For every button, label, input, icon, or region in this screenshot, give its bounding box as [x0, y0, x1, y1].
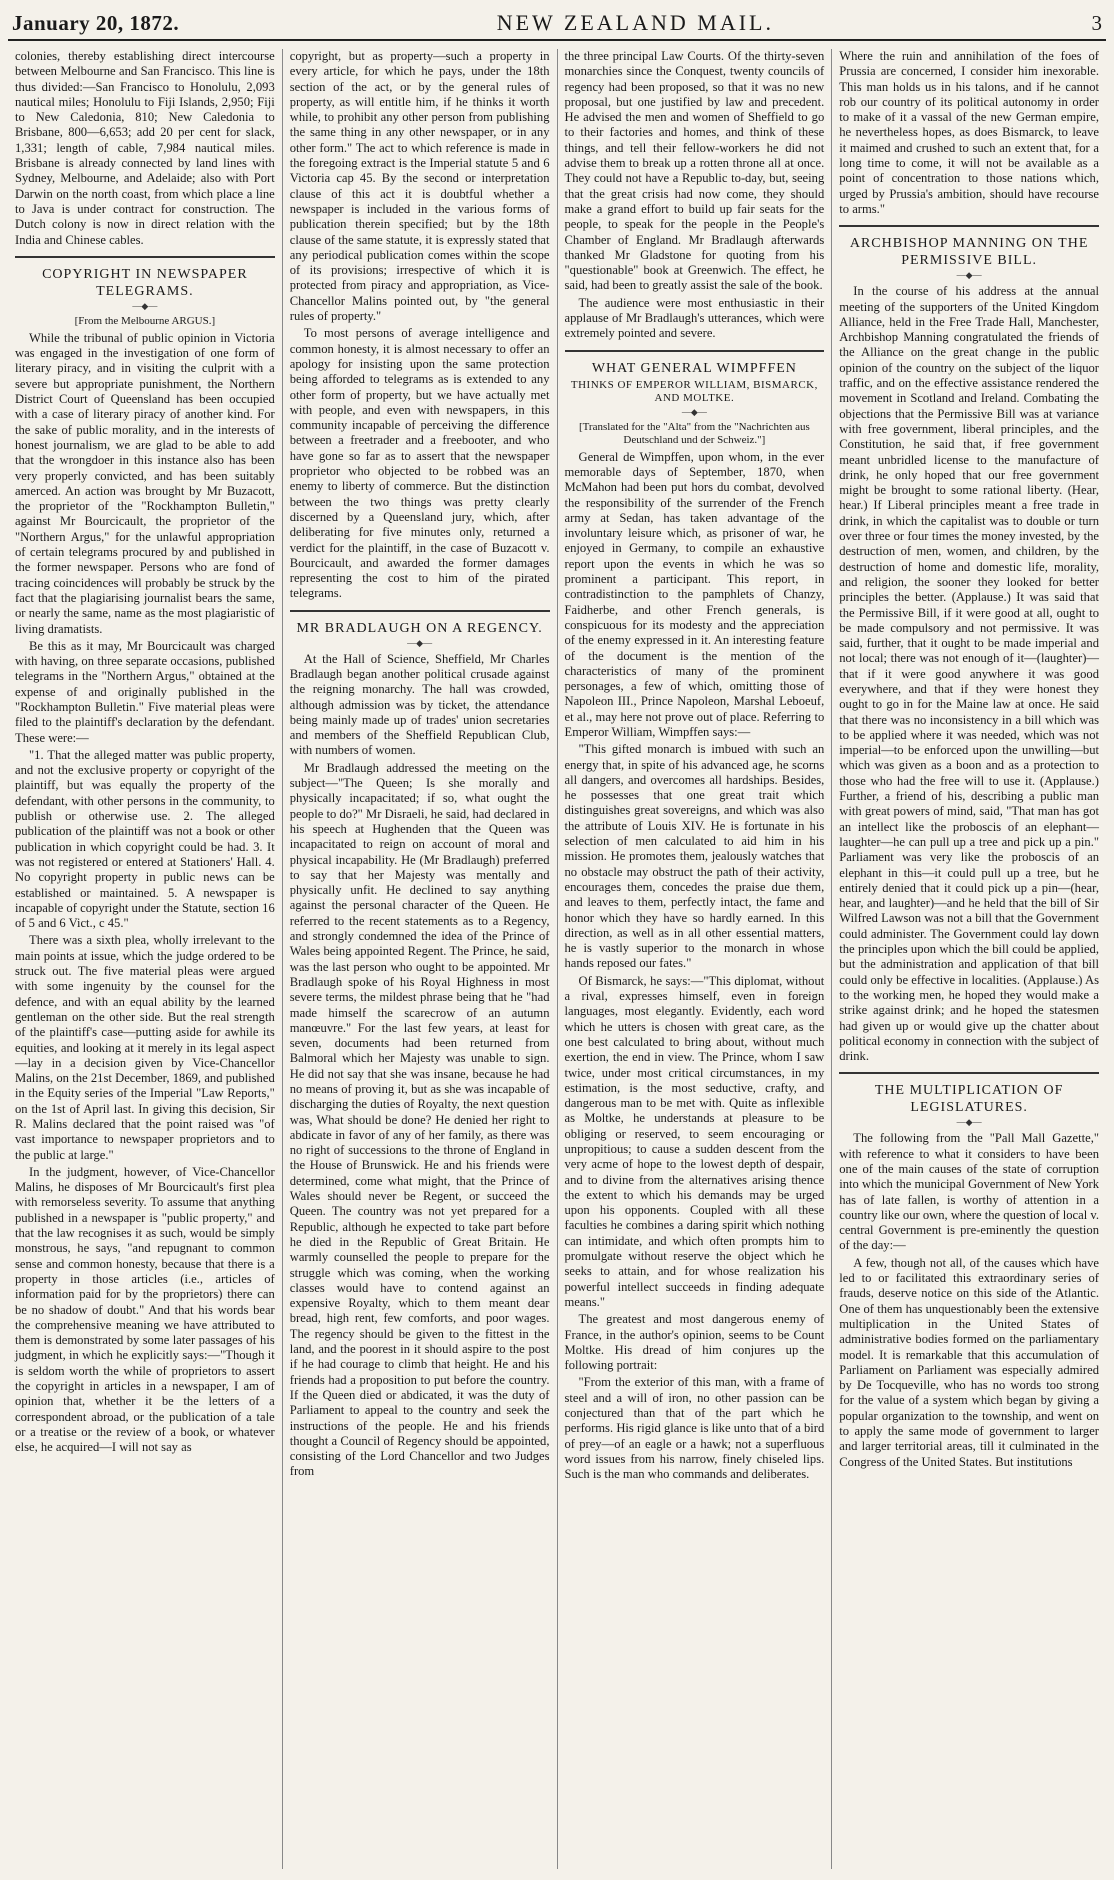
- article-subheadline: THINKS OF EMPEROR WILLIAM, BISMARCK, AND MOLTKE.: [570, 378, 818, 404]
- article-paragraph: Where the ruin and annihilation of the foes of Prussia are concerned, I consider him inexorable. This man holds us in his talons, and if he cannot rob our country of its political autonomy in order to make of it a vassal of the new German empire, he nevertheless hopes, as does Bismarck, to leave it maimed and crushed to such an extent that, for a long time to come, it will not be available as a point of concentration to those nations which, urged by Prussia's ambition, should have recourse to arms.": [839, 49, 1099, 216]
- issue-date: January 20, 1872.: [12, 11, 180, 35]
- article-paragraph: In the course of his address at the annual meeting of the supporters of the United Kingdom Alliance, held in the Free Trade Hall, Manchester, Archbishop Manning congratulated the friends of the Alliance on the great change in the public opinion of the country on the subject of the liquor traffic, and on the effective assistance rendered the movement in Scotland and Ireland. Combating the objections that the Permissive Bill was at variance with free government, liberal principles, and the Constitution, he said that, if free government meant unbridled license to the manufacture of drink, he only hoped that our free government might be brought to some rational liberty. (Hear, hear.) If Liberal principles meant a free trade in drink, in which the capitalist was to double or turn over three or four times the money invested, by the destruction of men, women, and children, by the destruction of home and domestic life, morality, and religion, the sooner they looked for better principles the better. (Applause.) It was said that the Permissive Bill, if it were good at all, ought to be made compulsory and not permissive. It was said, further, that it ought to be made imperial and not local; there was not enough of it—(laughter)—that if it were good anywhere it was good everywhere, and that if they were honest they ought to go in for the Maine law at once. He said that there was no inconsistency in a bill which was to be applied where it was needed, which was not imperial—to be enforced upon the unwilling—but which was given as a boon and as a protection to those who had the free will to use it. (Applause.) Further, a friend of his, describing a public man with great powers of mind, said, "That man has got an intellect like the proboscis of an elephant—laughter—he can pull up a tree and pick up a pin." Parliament was very like the proboscis of an elephant in this—it could pull up a tree, but he entirely denied that it could pick up a pin—(hear, hear, and laughter)—and he held that the bill of Sir Wilfred Lawson was not a bill that the Government could administer. The Government could lay down the principles upon which the bill could be applied, but the administration and application of that bill could only be effective in localities. (Applause.) As to the working men, he hoped they would make a strike against drink; and he hoped the statesmen had given up or would give up the chatter about political economy in connection with the subject of drink.: [839, 284, 1099, 1064]
- article-headline-legislatures: THE MULTIPLICATION OF LEGISLATURES.: [839, 1072, 1099, 1116]
- article-source: [From the Melbourne ARGUS.]: [74, 314, 216, 327]
- article-paragraph: While the tribunal of public opinion in Victoria was engaged in the investigation of one form of literary piracy, and in visiting the culprit with a severe but appropriate punishment, the Northern District Court of Queensland has been occupied with a case of literary piracy of another kind. For the sake of public morality, and in the interests of honest journalism, we are glad to be able to add that the wrongdoer in this instance also has been very properly convicted, and has been suitably amerced. An action was brought by Mr Buzacott, the proprietor of the "Rockhampton Bulletin," against Mr Bourcicault, the proprietor of the "Northern Argus," for the unlawful appropriation of certain telegrams procured by and published in the former newspaper. Persons who are fond of tracing coincidences will probably be struck by the fact that the plagiarising journalist bears the same, or nearly the same, name as the most plagiaristic of living dramatists.: [15, 330, 275, 636]
- article-paragraph: General de Wimpffen, upon whom, in the ever memorable days of September, 1870, when McMahon had been put hors du combat, devolved the responsibility of the surrender of the French army at Sedan, has taken advantage of the involuntary leisure which, as prisoner of war, he enjoyed in Germany, to compile an exhaustive report upon the events in which he was so prominent a participant. This report, in contradistinction to the pamphlets of Chanzy, Faidherbe, and other French generals, is conspicuous for its modesty and the appreciation of the enemy expressed in it. An interesting feature of the document is the mention of the characteristics of many of the prominent personages, a few of which, omitting those of Napoleon III., Prince Napoleon, Marshal Leboeuf, et al., may here not prove out of place. Referring to Emperor William, Wimpffen says:—: [564, 449, 825, 739]
- newspaper-title: NEW ZEALAND MAIL.: [496, 10, 774, 35]
- ornament-divider: —◆—: [956, 270, 982, 281]
- article-paragraph: Mr Bradlaugh addressed the meeting on the subject—"The Queen; Is she morally and physically incapacitated; if so, what ought the people to do?" Mr Disraeli, he said, had declared in his speech at Hughenden that the Queen was incapacitated to reign on account of moral and physical incapability. He (Mr Bradlaugh) preferred to say that her Majesty was mentally and physically unfit. He declined to say anything against the personal character of the Queen. He referred to the recent statements as to a Regency, and strongly condemned the idea of the Prince of Wales being appointed Regent. The Prince, he said, was the last person who ought to be appointed. Mr Bradlaugh spoke of his Royal Highness in most severe terms, the mildest phrase being that he "had made himself the scarecrow of an autumn manœuvre." For the last few years, at least for seven, documents had been returned from Balmoral which her Majesty was unable to sign. He did not say that she was insane, because he had no means of proving it, but as she was incapable of discharging the duties of Royalty, the next question was, What should be done? He denied her right to abdicate in favor of any of her family, as there was no right of successions to the throne of England in the House of Brunswick. He and his friends were determined, come what might, that the Prince of Wales should never be Regent, or succeed the Queen. The country was not yet prepared for a Republic, although he expected to take part before he died in the Republic of Great Britain. He warmly counselled the people to prepare for the struggle which was coming, when the working classes would have to contend against an expensive Royalty, which to them meant dear bread, high rent, few comforts, and poor wages. The regency should be given to the fittest in the land, and the poorest in it should aspire to the post if he had courage to climb that height. He and his friends had a proposition to put before the country. If the Queen died or abdicated, it was the duty of Parliament to appeal to the country and seek the instructions of the people. He and his friends thought a Council of Regency should be appointed, consisting of the Lord Chancellor and two Judges from: [289, 760, 550, 1479]
- article-headline-bradlaugh: MR BRADLAUGH ON A REGENCY.: [290, 610, 550, 637]
- article-paragraph: The audience were most enthusiastic in their applause of Mr Bradlaugh's utterances, which were extremely pointed and severe.: [564, 295, 825, 341]
- article-columns: [8, 49, 1106, 1869]
- column-3: [557, 49, 832, 1869]
- article-paragraph: Be this as it may, Mr Bourcicault was charged with having, on three separate occasions, published telegrams in the "Northern Argus," obtained at the expense of and originally published in the "Rockhampton Bulletin." Five material pleas were filed to the plaintiff's declaration by the defendant. These were:—: [15, 638, 275, 745]
- column-4: [831, 49, 1106, 1869]
- article-paragraph: There was a sixth plea, wholly irrelevant to the main points at issue, which the judge ordered to be struck out. The five material pleas were argued with some ingenuity by the counsel for the defence, and with an equal ability by the learned gentleman on the other side. But the real strength of the plaintiff's case—putting aside for awhile its equities, and looking at it merely in its legal aspect—lay in a decision given by Vice-Chancellor Malins, on the 21st December, 1869, and published in the Equity series of the Imperial "Law Reports," on the 1st of April last. In giving this decision, Sir R. Malins declared that the point raised was "of vast importance to newspaper proprietors and to the public at large.": [15, 933, 275, 1162]
- article-paragraph: The greatest and most dangerous enemy of France, in the author's opinion, seems to be Count Moltke. His dread of him conjures up the following portrait:: [564, 1312, 825, 1373]
- page-number: 3: [1091, 11, 1102, 35]
- article-paragraph: A few, though not all, of the causes which have led to or facilitated this extraordinary series of frauds, deserve notice on this side of the Atlantic. One of them has unquestionably been the extensive multiplication in the United States of administrative bodies formed on the parliamentary model. It is remarkable that this accumulation of Parliament on Parliament was especially admired by De Tocqueville, who has no words too strong for the value of a system which began by giving a popular organization to the township, and went on to apply the same mode of government to larger and larger territorial areas, till it culminated in the Congress of the United States. But institutions: [839, 1255, 1099, 1469]
- masthead: [8, 6, 1106, 41]
- article-headline-copyright: COPYRIGHT IN NEWSPAPER TELEGRAMS.: [15, 256, 275, 300]
- article-paragraph: "This gifted monarch is imbued with such an energy that, in spite of his advanced age, he scorns all dangers, and overcomes all hardships. Besides, he possesses that one great trait which distinguishes great sovereigns, and which was also the attribute of Louis XIV. He is fortunate in his selection of men calculated to aid him in his mission. He promotes them, jealously watches that no obstacle may obstruct the path of their activity, encourages them, concedes the praise due them, and leaves to them, perfectly intact, the fame and honor which they have so hardly earned. In this direction, as well as in all other essential matters, he is vastly superior to the monarch in whose hands reposed our fates.": [564, 742, 825, 971]
- article-paragraph: copyright, but as property—such a property in every article, for which he pays, under the 18th section of the act, or by the general rules of property, as will entitle him, if he thinks it worth while, to prohibit any other person from publishing the same thing in any other newspaper, or in any other form." The act to which reference is made in the foregoing extract is the Imperial statute 5 and 6 Victoria cap 45. By the second or interpretation clause of this act it is doubtful whether a newspaper is included in the various forms of publication therein specified; but by the 18th clause of the same statute, it is expressly stated that any periodical publication comes within the scope of its provisions; irrespective of which it is protected from piracy and appropriation, as Vice-Chancellor Malins pointed out, by "the general rules of property.": [289, 49, 550, 324]
- article-paragraph: "1. That the alleged matter was public property, and not the exclusive property or copyright of the plaintiff, but was equally the property of the defendant, with other persons in the community, to publish or otherwise use. 2. The alleged publication of the plaintiff was not a book or other publication in which copyright could be had. 3. It was not registered or entered at Stationers' Hall. 4. No copyright property in public news can be established or maintained. 5. A newspaper is incapable of copyright under the Statute, section 16 of 5 and 6 Vict., c 45.": [15, 747, 275, 931]
- ornament-divider: —◆—: [132, 300, 158, 311]
- article-source: [Translated for the "Alta" from the "Nachrichten aus Deutschland und der Schweiz."]: [578, 420, 810, 446]
- article-headline-manning: ARCHBISHOP MANNING ON THE PERMISSIVE BILL.: [839, 225, 1099, 269]
- column-1: [8, 49, 282, 1869]
- article-paragraph: Of Bismarck, he says:—"This diplomat, without a rival, expresses himself, even in foreign languages, most elegantly. Evidently, each word which he utters is chosen with great care, as the one best calculated to bring about, without much exertion, the end in view. The Prince, whom I saw twice, under most critical circumstances, in my estimation, is the most seductive, crafty, and dangerous man to be met with. Quite as inflexible as Moltke, he understands at pleasure to be obliging or reserved, to seem encouraging or unpropitious; to cause a sudden descent from the very acme of hope to the lowest depth of despair, and to divine from the alternatives arising thence the extent to which his demands may be urged upon his opponents. Coupled with all these faculties he combines a daring spirit which nothing can intimidate, and which often prompts him to promulgate without reserve the object which he seeks to attain, and for whose realization his powerful intellect succeeds in finding adequate means.": [564, 973, 825, 1309]
- article-paragraph: "From the exterior of this man, with a frame of steel and a will of iron, no other passion can be conjectured than that of the part which he performs. His rigid glance is like unto that of a bird of prey—of an eagle or a hawk; not a superfluous word issues from his narrow, finely chiseled lips. Such is the man who commands and deliberates.: [564, 1375, 825, 1482]
- article-paragraph: In the judgment, however, of Vice-Chancellor Malins, he disposes of Mr Bourcicault's first plea with remorseless severity. To assume that anything published in a newspaper is "public property," and that the law recognises it as such, would be simply monstrous, he says, "and repugnant to common sense and common honesty, because that there is a property in those articles (i.e., articles of information paid for by the proprietors) there can be no shadow of doubt." And that his words bear the comprehensive meaning we have attributed to them is demonstrated by some later passages of his judgment, in which he explicitly says:—"Though it is seldom worth the while of proprietors to assert the copyright in articles in a newspaper, I am of opinion that, whether it be the letters of a correspondent abroad, or the publication of a tale or a treatise or the review of a book, or whatever else, he acquired—I will not say as: [15, 1164, 275, 1455]
- article-paragraph: The following from the "Pall Mall Gazette," with reference to what it considers to have been one of the main causes of the state of corruption into which the municipal Government of New York has of late fallen, is worthy of attention in a country like our own, where the question of local v. central Government is pre-eminently the question of the day:—: [839, 1131, 1099, 1253]
- article-paragraph: the three principal Law Courts. Of the thirty-seven monarchies since the Conquest, twenty councils of regency had been proposed, so that it was no new proposal, but one justified by law and precedent. He advised the men and women of Sheffield to go to their factories and homes, and think of these things, and tell their fellow-workers he did not advise them to break up a rotten throne all at once. They could not have a Republic to-day, but, seeing that the great crisis had now come, they should make a grand effort to build up fair seats for the people, to speak for the people in the People's Chamber of England. Mr Bradlaugh afterwards thanked Mr Gladstone for quoting from his "questionable" book at Greenwich. The effect, he said, had been to greatly assist the sale of the book.: [564, 49, 825, 293]
- ornament-divider: —◆—: [407, 637, 433, 648]
- ornament-divider: —◆—: [956, 1117, 982, 1128]
- article-paragraph: At the Hall of Science, Sheffield, Mr Charles Bradlaugh began another political crusade against the reigning monarchy. The hall was crowded, although admission was by ticket, the attendance being mainly made up of trades' union secretaries and members of the Sheffield Republican Club, with numbers of women.: [289, 651, 550, 758]
- article-paragraph: colonies, thereby establishing direct intercourse between Melbourne and San Francisco. This line is thus divided:—San Francisco to Honolulu, 2,093 nautical miles; Honolulu to Fiji Islands, 2,950; Fiji to New Caledonia, 810; New Caledonia to Brisbane, 800—6,653; add 20 per cent for slack, 1,331; length of cable, 7,984 nautical miles. Brisbane is already connected by land lines with Sydney, Melbourne, and Adelaide; also with Port Darwin on the north coast, from which place a line to Java is under contract for construction. The Dutch colony is now in direct relation with the India and Chinese cables.: [15, 49, 275, 247]
- column-2: [282, 49, 557, 1869]
- ornament-divider: —◆—: [681, 406, 707, 417]
- article-headline-wimpffen: WHAT GENERAL WIMPFFEN: [565, 350, 825, 377]
- article-paragraph: To most persons of average intelligence and common honesty, it is almost necessary to offer an apology for insisting upon the same protection being afforded to telegrams as is extended to any other form of property, but we have actually met with people, and even with newspapers, in this community incapable of perceiving the difference between a freetrader and a freebooter, and who have gone so far as to assert that the newspaper proprietor who objected to be robbed was an enemy to liberty of commerce. But the distinction between the two things was pretty clearly discerned by a Queensland jury, which, after deliberating for five minutes only, returned a verdict for the plaintiff, in the case of Buzacott v. Bourcicault, and awarded the former damages representing the cost to him of the pirated telegrams.: [289, 326, 550, 601]
